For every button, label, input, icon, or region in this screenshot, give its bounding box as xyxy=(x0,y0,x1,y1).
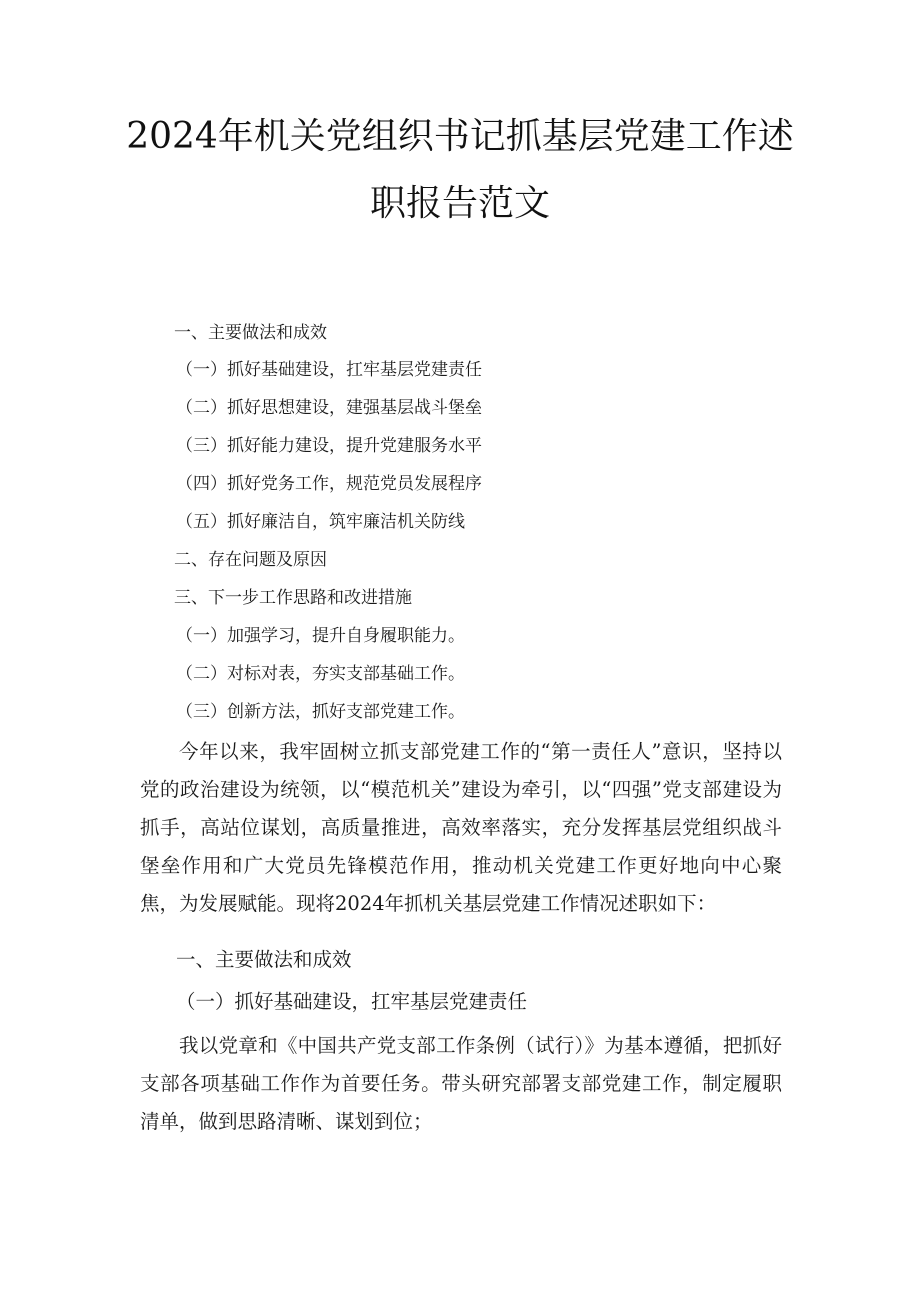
body-paragraph: 我以党章和《中国共产党支部工作条例（试行）》为基本遵循，把抓好支部各项基础工作作为首要任务。带头研究部署支部党建工作，制定履职清单，做到思路清晰、谋划到位； xyxy=(140,1034,782,1133)
toc-item: 一、主要做法和成效 xyxy=(174,323,327,343)
section-heading: 一、主要做法和成效 xyxy=(176,948,352,971)
toc-item: （二）抓好思想建设，建强基层战斗堡垒 xyxy=(176,398,482,418)
document-title-line-2: 职报告范文 xyxy=(369,183,550,224)
subsection-heading: （一）抓好基础建设，扛牢基层党建责任 xyxy=(176,990,528,1013)
toc-item: （二）对标对表，夯实支部基础工作。 xyxy=(176,664,465,684)
intro-paragraph: 今年以来，我牢固树立抓支部党建工作的“第一责任人”意识，坚持以党的政治建设为统领，以“模范机关”建设为牵引，以“四强”党支部建设为抓手，高站位谋划，高质量推进，高效率落实，充分发挥基层党组织战斗堡垒作用和广大党员先锋模范作用，推动机关党建工作更好地向中心聚焦，为发展赋能。现将2024年抓机关基层党建工作情况述职如下： xyxy=(140,740,782,915)
toc-item: （三）抓好能力建设，提升党建服务水平 xyxy=(176,436,482,456)
toc-item: （三）创新方法，抓好支部党建工作。 xyxy=(176,702,465,722)
toc-item: （五）抓好廉洁自，筑牢廉洁机关防线 xyxy=(176,512,465,532)
toc-item: （一）抓好基础建设，扛牢基层党建责任 xyxy=(176,360,482,380)
toc-item: 三、下一步工作思路和改进措施 xyxy=(174,588,412,608)
document-title-line-1: 2024年机关党组织书记抓基层党建工作述 xyxy=(126,116,794,157)
toc-item: （一）加强学习，提升自身履职能力。 xyxy=(176,626,465,646)
toc-item: （四）抓好党务工作，规范党员发展程序 xyxy=(176,474,482,494)
toc-item: 二、存在问题及原因 xyxy=(174,550,327,570)
